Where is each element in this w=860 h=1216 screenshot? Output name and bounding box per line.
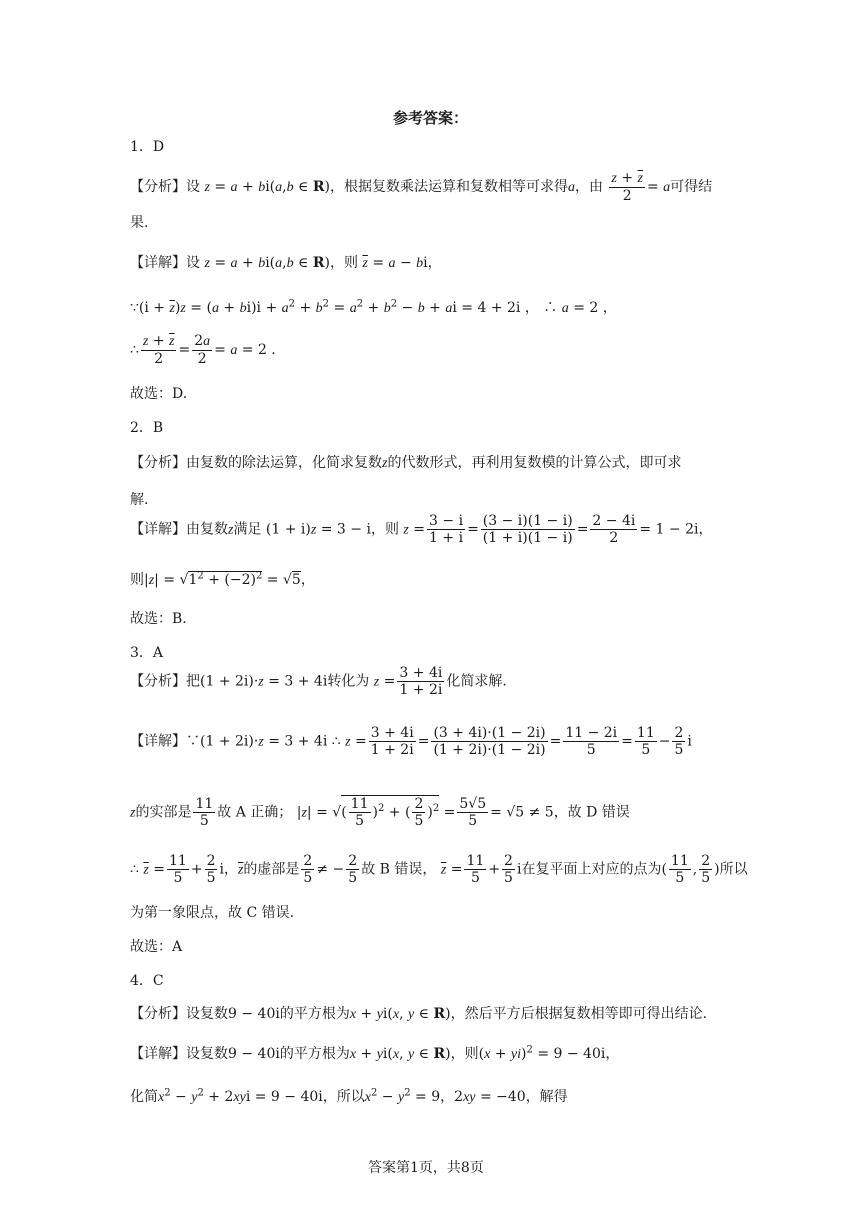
q4-detail: 【详解】设复数9 − 40i的平方根为x + yi(x, y ∈ R)，则(x + yi)$^2$ = 9 − 40i， xyxy=(130,1044,620,1062)
q2-answer: 故选：B. xyxy=(130,611,187,627)
q3-detail: 【详解】∵(1 + 2i)·z = 3 + 4i ∴ z = $\frac{3 + 4i}{1 + 2i}$ = $\frac{(3 + 4i)\cdot(1 - 2i)}{(1 + 2i)\cdot(1 - 2i)}$ = $\frac{11 - 2i}{5}$ = $\frac{11}{5}$ − $\frac{2}{5}$ i xyxy=(130,725,692,759)
q2-modulus: 则$|z| = √1^2 + (-2)^2 = √5$， xyxy=(130,570,315,588)
q1-analysis-cont: 果. xyxy=(130,215,149,231)
q1-detail: 【详解】设 z = a + bi(a,b ∈ R)，则 $\overline{z} = a$ − bi， xyxy=(130,255,442,271)
q4-line2: 化简$x^2 - y^2 + 2xyi = 9 - 40i$，所以$x^2 - y^2 = 9$，2xy = −40，解得 xyxy=(130,1087,568,1105)
q3-line3: ∴ $\overline{z}$ = $\frac{11}{5}$ + $\frac{2}{5}$ i，$\overline{z}$的虚部是 $\frac{2}{5}$ ≠ − $\frac{2}{5}$ 故 B 错误， $\overline{z}$ = $\frac{11}{5}$ + $\frac{2}{5}$ i在复平面上对应的点为( $\frac{11}{5}$ , $\frac{2}{5}$ )所以 xyxy=(130,853,748,887)
q3-line2: z的实部是 $\frac{11}{5}$ 故 A 正确； |z| = √( $\frac{11}{5}$ )$^2$ + ( $\frac{2}{5}$ )$^2$ = $\frac{5√5}{5}$ = √5 ≠ 5，故 D 错误 xyxy=(130,796,630,830)
q3-answer: 故选：A xyxy=(130,939,183,955)
q2-analysis-cont: 解. xyxy=(130,492,149,508)
q2-detail: 【详解】由复数z满足 (1 + i)z = 3 − i，则 z = $\frac{3 - i}{1 + i}$ = $\frac{(3 - i)(1 - i)}{(1 + i)(1 - i)}$ = $\frac{2 - 4i}{2}$ = 1 − 2i， xyxy=(130,513,713,547)
q2-number: 2．B xyxy=(130,420,164,436)
q4-number: 4．C xyxy=(130,973,164,989)
page-footer: 答案第1页，共8页 xyxy=(368,1160,484,1176)
q1-equation-1: ∵(i + $\overline{z})z = (a + bi)i + a^2 + b^2 = a^2 + b^2 - b$ + ai = 4 + 2i ， ∴ a = 2 ， xyxy=(130,298,617,316)
q1-answer: 故选：D. xyxy=(130,386,188,402)
q3-number: 3．A xyxy=(130,645,164,661)
q2-analysis: 【分析】由复数的除法运算，化简求复数z的代数形式，再利用复数模的计算公式，即可求 xyxy=(130,455,682,471)
q1-equation-2: ∴ $\frac{z + \overline{z}}{2}$ = $\frac{2a}{2}$ = a = 2 . xyxy=(130,333,276,368)
page-title: 参考答案： xyxy=(393,109,469,127)
q3-analysis: 【分析】把(1 + 2i)·z = 3 + 4i转化为 z = $\frac{3 + 4i}{1 + 2i}$ 化简求解. xyxy=(130,665,507,699)
q3-line4: 为第一象限点，故 C 错误. xyxy=(130,905,295,921)
q1-number: 1．D xyxy=(130,139,165,155)
q1-analysis: 【分析】设 z = a + bi(a,b ∈ R)，根据复数乘法运算和复数相等可求得a，由 $\frac{z + \overline{z}}{2}$ = a可得结 xyxy=(130,170,713,205)
q4-analysis: 【分析】设复数9 − 40i的平方根为x + yi(x, y ∈ R)，然后平方后根据复数相等即可得出结论. xyxy=(130,1006,708,1022)
